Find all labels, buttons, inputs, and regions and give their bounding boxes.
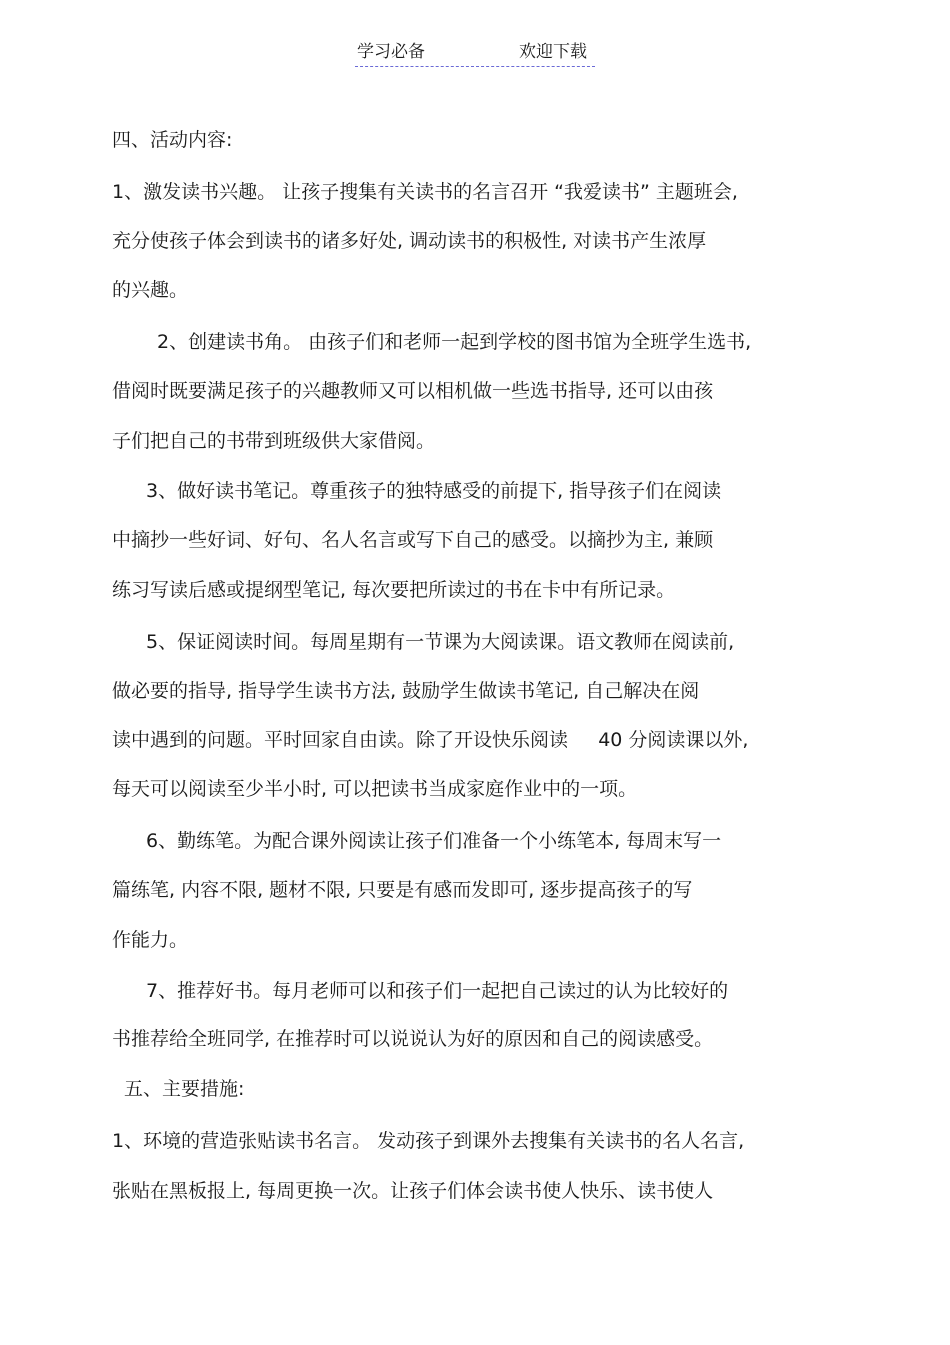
paragraph-line: 练习写读后感或提纲型笔记, 每次要把所读过的书在卡中有所记录。 — [112, 579, 676, 601]
paragraph-line: 中摘抄一些好词、好句、名人名言或写下自己的感受。以摘抄为主, 兼顾 — [112, 529, 714, 551]
paragraph-line: 1、激发读书兴趣。 让孩子搜集有关读书的名言召开 “我爱读书” 主题班会, — [112, 181, 738, 203]
paragraph-line: 书推荐给全班同学, 在推荐时可以说说认为好的原因和自己的阅读感受。 — [112, 1028, 714, 1050]
paragraph-line: 6、勤练笔。为配合课外阅读让孩子们准备一个小练笔本, 每周末写一 — [146, 830, 722, 852]
paragraph-line: 3、做好读书笔记。尊重孩子的独特感受的前提下, 指导孩子们在阅读 — [146, 480, 722, 502]
paragraph-line: 张贴在黑板报上, 每周更换一次。让孩子们体会读书使人快乐、读书使人 — [112, 1180, 714, 1202]
paragraph-line: 读中遇到的问题。平时回家自由读。除了开设快乐阅读 40 分阅读课以外, — [112, 729, 749, 751]
section-heading-activity-content: 四、活动内容: — [112, 129, 233, 151]
header-right-text: 欢迎下载 — [519, 42, 587, 62]
paragraph-line: 7、推荐好书。每月老师可以和孩子们一起把自己读过的认为比较好的 — [146, 980, 729, 1002]
paragraph-line: 子们把自己的书带到班级供大家借阅。 — [112, 430, 436, 452]
paragraph-line: 1、环境的营造张贴读书名言。 发动孩子到课外去搜集有关读书的名人名言, — [112, 1130, 745, 1152]
page-header — [355, 40, 595, 67]
paragraph-line: 充分使孩子体会到读书的诸多好处, 调动读书的积极性, 对读书产生浓厚 — [112, 230, 707, 252]
section-heading-main-measures: 五、主要措施: — [124, 1078, 245, 1100]
paragraph-line: 借阅时既要满足孩子的兴趣教师又可以相机做一些选书指导, 还可以由孩 — [112, 380, 714, 402]
paragraph-line: 5、保证阅读时间。每周星期有一节课为大阅读课。语文教师在阅读前, — [146, 631, 735, 653]
paragraph-line: 篇练笔, 内容不限, 题材不限, 只要是有感而发即可, 逐步提高孩子的写 — [112, 879, 693, 901]
paragraph-line: 做必要的指导, 指导学生读书方法, 鼓励学生做读书笔记, 自己解决在阅 — [112, 680, 700, 702]
paragraph-line: 2、创建读书角。 由孩子们和老师一起到学校的图书馆为全班学生选书, — [157, 331, 752, 353]
header-left-text: 学习必备 — [357, 42, 425, 62]
paragraph-line: 的兴趣。 — [112, 279, 189, 301]
paragraph-line: 作能力。 — [112, 929, 189, 951]
paragraph-line: 每天可以阅读至少半小时, 可以把读书当成家庭作业中的一项。 — [112, 778, 638, 800]
